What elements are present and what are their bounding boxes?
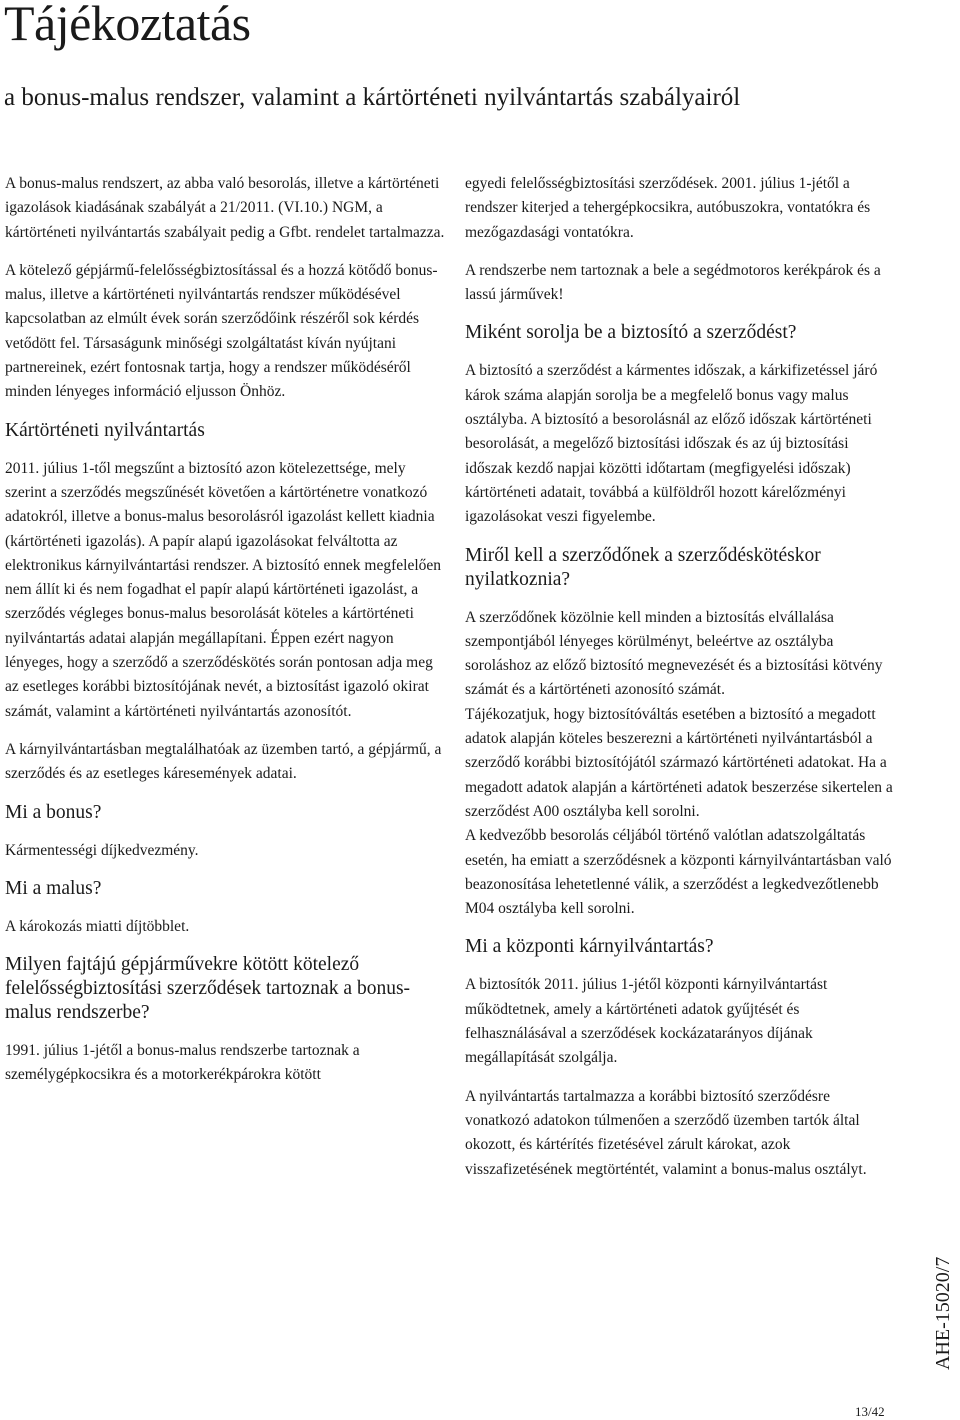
central-registry-paragraph-1: A biztosítók 2011. július 1-jétől központi kárnyilvántartást működtetnek, amely a kártörténeti adatok gyűjtését és felhasználásával a szerződések kockázatarányos díjának megállapítását szolgálja. — [465, 976, 828, 1067]
page-subtitle: a bonus-malus rendszer, valamint a kártörténeti nyilvántartás szabályairól — [4, 84, 741, 111]
info-paragraph: A kötelező gépjármű-felelősségbiztosítással és a hozzá kötődő bonus-malus, illetve a kártörténeti nyilvántartás rendszer működésével kapcsolatban az elmúlt évek során szerződőink részéről sok kérdés vetődött fel. Társaságunk minőségi szolgáltatást kíván nyújtani partnereinek, ezért fontosnak tartja, hogy a rendszer működéséről minden lényeges információ eljusson Önhöz. — [5, 261, 438, 401]
section-heading-vehicle-types: Milyen fajtájú gépjárművekre kötött kötelező felelősségbiztosítási szerződések tartoznak a bonus-malus rendszerbe? — [5, 954, 411, 1024]
central-registry-paragraph-2: A nyilvántartás tartalmazza a korábbi biztosító szerződésre vonatkozó adatokon túlmenően a szerződő üzemben tartók által okozott, és kártérítés fizetésével zárult károkat, azok visszafizetésének megtörténtét, valamint a bonus-malus osztályt. — [465, 1087, 867, 1178]
section-heading-kartorteneti: Kártörténeti nyilvántartás — [5, 419, 205, 441]
karnyilvantartas-paragraph: A kárnyilvántartásban megtalálhatóak az üzemben tartó, a gépjármű, a szerződés és az esetleges káresemények adatai. — [5, 740, 442, 783]
kartorteneti-paragraph: 2011. július 1-től megszűnt a biztosító azon kötelezettsége, mely szerint a szerződés megszűnését követően a kártörténetre vonatkozó adatokról, illetve a bonus-malus besorolásról igazolást kellett kiadnia (kártörténeti igazolás). A papír alapú igazolásokat felváltotta az elektronikus kárnyilvántartási rendszer. A biztosító ennek megfelelően nem állít ki és nem fogadhat el papír alapú kártörténeti igazolást, a szerződés végleges bonus-malus besorolását köteles a kártörténeti nyilvántartás adatai alapján megállapítani. Éppen ezért nagyon lényeges, hogy a szerződő a szerződéskötés során pontosan adja meg az esetleges korábbi biztosítójának nevét, a biztosítást igazoló okirat számát, valamint a kártörténeti nyilvántartás azonosítót. — [5, 459, 442, 720]
page-title: Tájékoztatás — [4, 0, 251, 51]
excluded-vehicles-paragraph: A rendszerbe nem tartoznak a bele a segédmotoros kerékpárok és a lassú járművek! — [465, 261, 881, 304]
classification-paragraph: A biztosító a szerződést a kármentes időszak, a kárkifizetéssel járó károk száma alapján sorolja be a megfelelő bonus vagy malus osztályba. A biztosító a besorolásnál az előző időszak kártörténeti besorolását, a megelőző biztosítási időszak és az új biztosítási időszak kezdő napjai közötti időtartam (megfigyelési időszak) kártörténeti adatait, továbbá a külföldről hozott kárelőzményi igazolásokat veszi figyelembe. — [465, 362, 878, 526]
intro-paragraph: A bonus-malus rendszert, az abba való besorolás, illetve a kártörténeti igazolások kiadásának szabályát a 21/2011. (VI.10.) NGM, a kártörténeti nyilvántartás szabályait pedig a Gfbt. rendelet tartalmazza. — [5, 175, 445, 241]
left-column — [5, 172, 445, 1088]
section-heading-bonus: Mi a bonus? — [5, 801, 102, 823]
section-heading-malus: Mi a malus? — [5, 877, 102, 899]
document-code: AHE-15020/7 — [932, 1256, 954, 1370]
vehicle-types-continued: egyedi felelősségbiztosítási szerződések. 2001. július 1-jétől a rendszer kiterjed a tehergépkocsikra, autóbuszokra, vontatókra és mezőgazdasági vontatókra. — [465, 175, 871, 241]
right-column — [465, 172, 895, 1182]
vehicle-types-paragraph: 1991. július 1-jétől a bonus-malus rendszerbe tartoznak a személygépkocsikra és a motorkerékpárokra kötött — [5, 1042, 360, 1084]
bonus-definition: Kármentességi díjkedvezmény. — [5, 841, 199, 859]
page-number: 13/42 — [855, 1404, 885, 1419]
declaration-paragraph-2: Tájékozatjuk, hogy biztosítóváltás esetében a biztosító a megadott adatok alapján köteles beszerezni a kártörténeti nyilvántartásból a szerződő korábbi biztosítójától származó kártörténeti adatokat. Ha a megadott adatok alapján a kártörténeti adatok beszerzése sikertelen a szerződést A00 osztályba kell sorolni. — [465, 705, 893, 820]
section-heading-central-registry: Mi a központi kárnyilvántartás? — [465, 936, 714, 958]
declaration-paragraph-3: A kedvezőbb besorolás céljából történő valótlan adatszolgáltatás esetén, ha emiatt a szerződésnek a központi kárnyilvántartásban való beazonosítása lehetetlenné válik, a szerződést a legkedvezőtlenebb M04 osztályba kell sorolni. — [465, 827, 892, 918]
section-heading-declaration: Miről kell a szerződőnek a szerződéskötéskor nyilatkoznia? — [465, 544, 821, 590]
declaration-paragraph-1: A szerződőnek közölnie kell minden a biztosítás elvállalása szempontjából lényeges körülményt, beleértve az osztályba soroláshoz az előző biztosító megnevezését és a biztosítási kötvény számát és a kártörténeti azonosító számát. — [465, 608, 883, 699]
malus-definition: A károkozás miatti díjtöbblet. — [5, 917, 190, 935]
section-heading-classification: Miként sorolja be a biztosító a szerződést? — [465, 322, 797, 344]
